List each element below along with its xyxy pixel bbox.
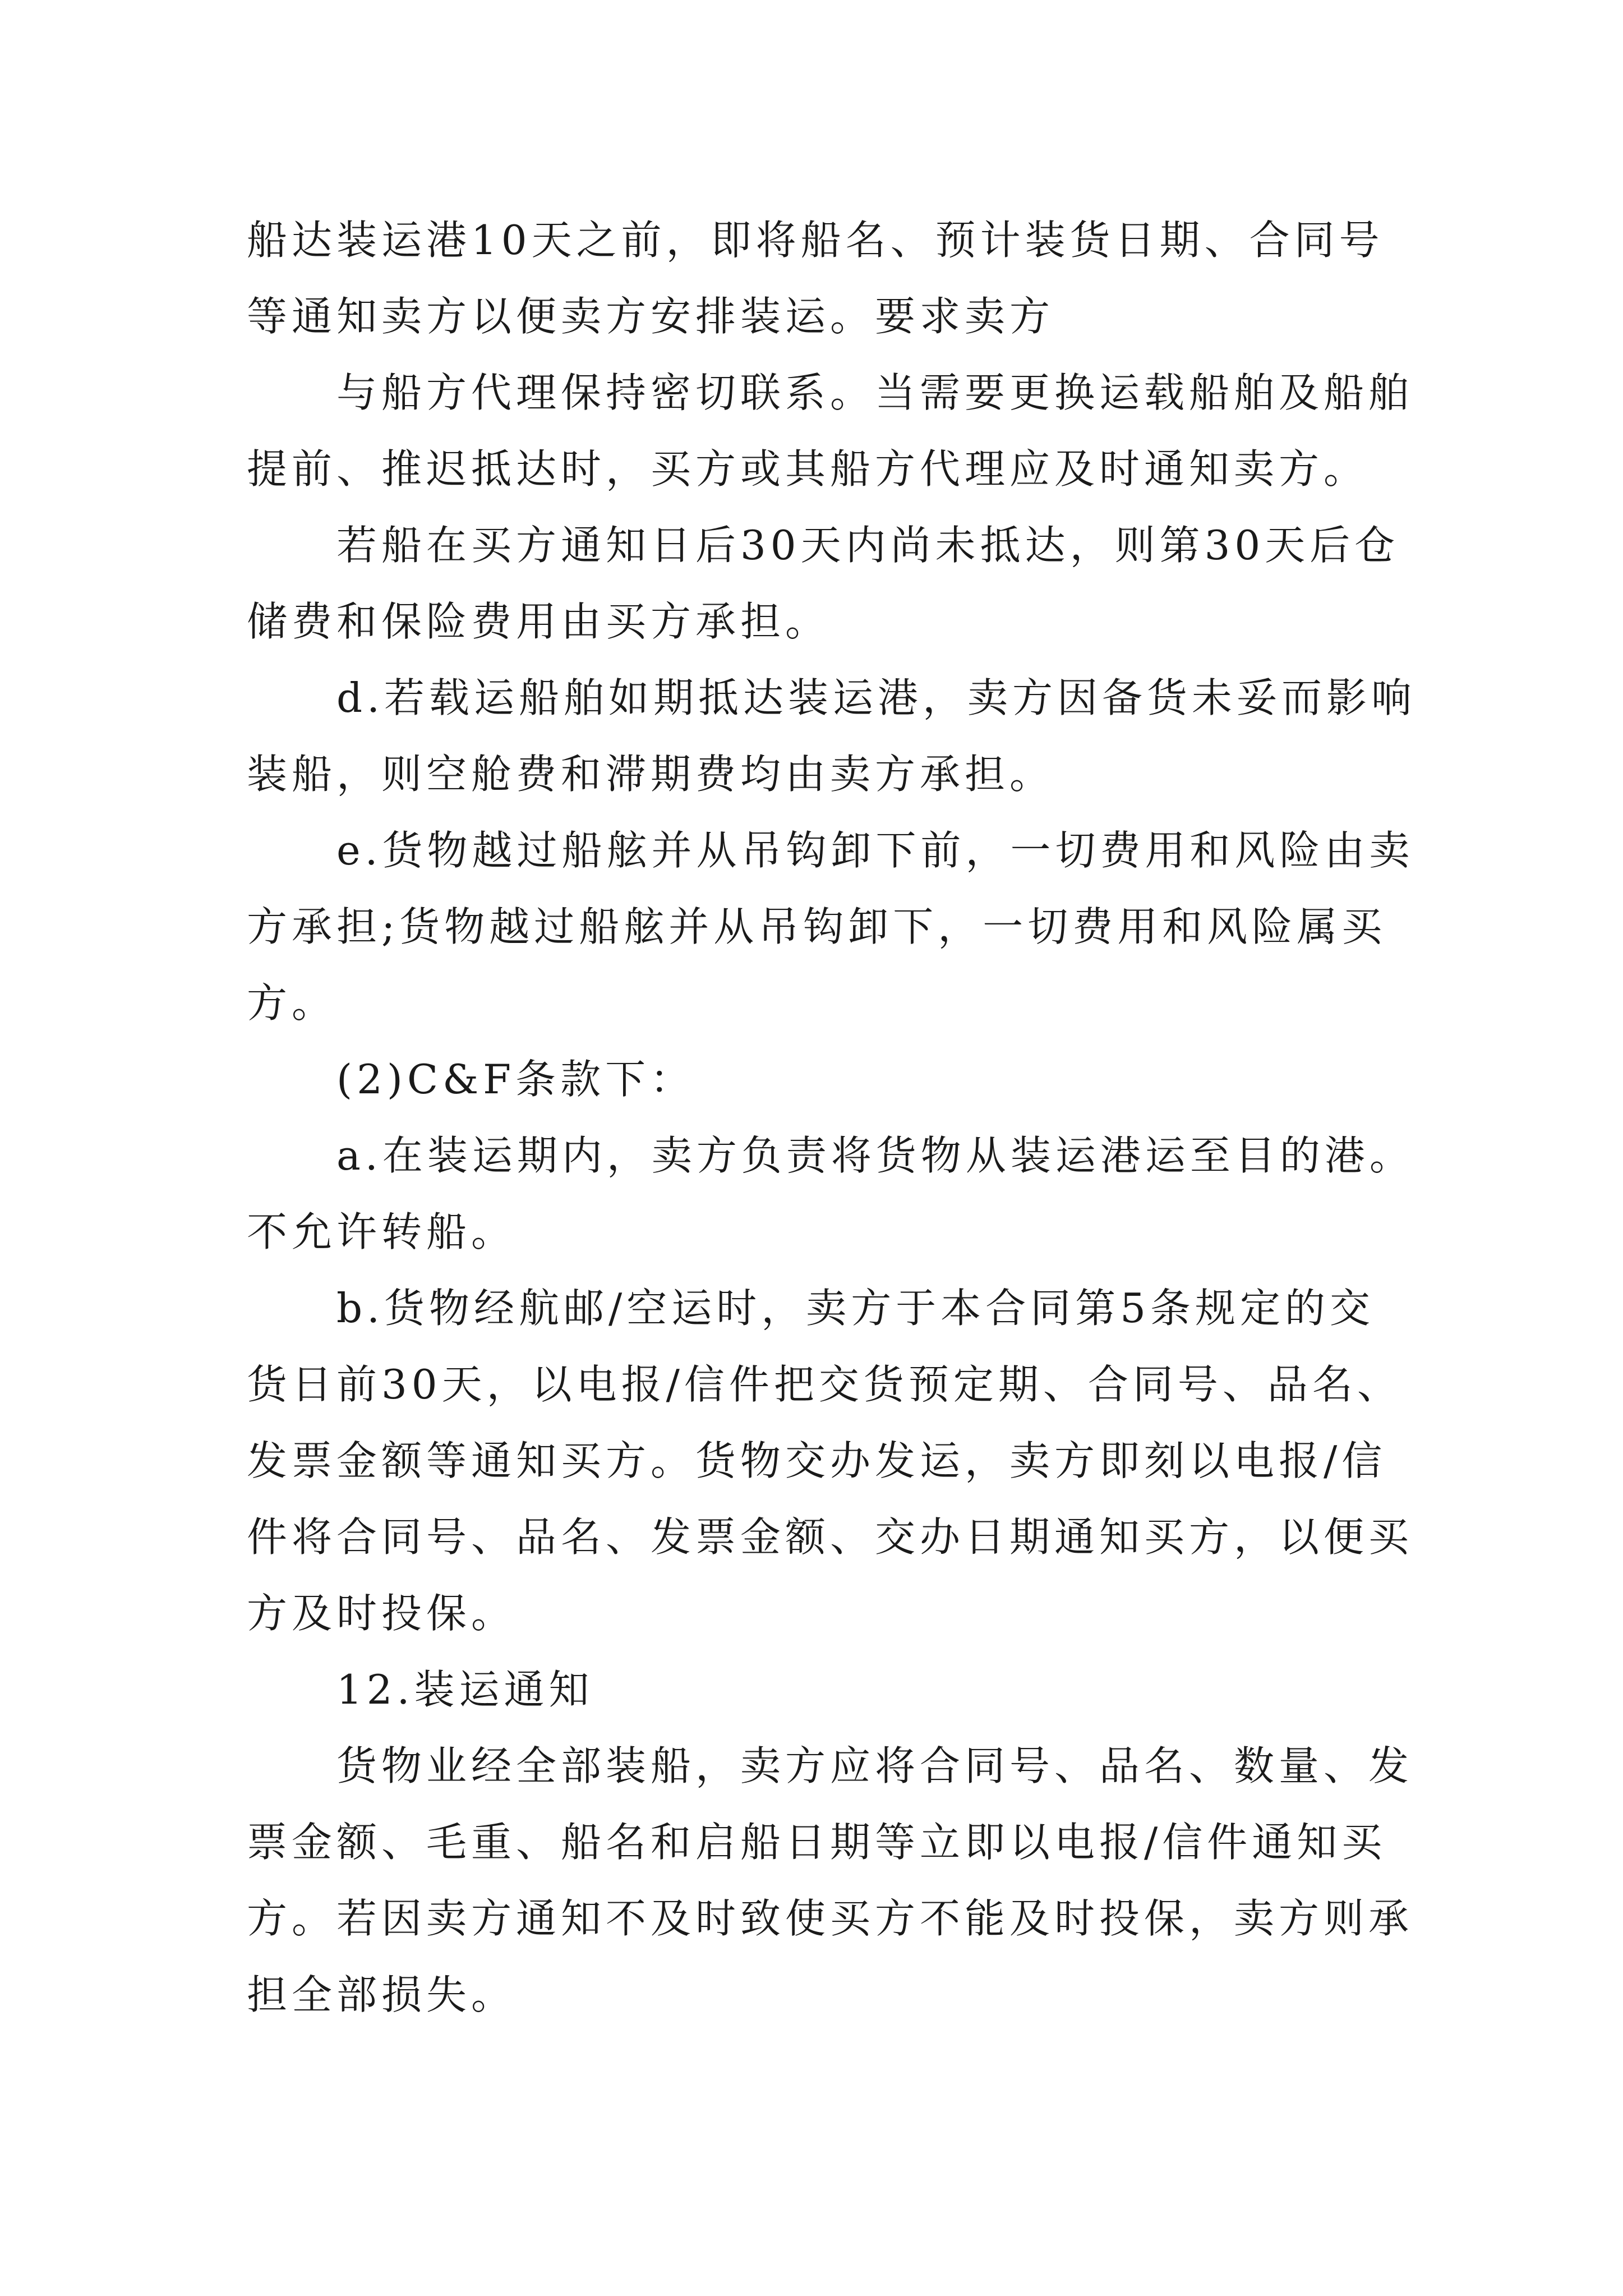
text-line-13: a.在装运期内，卖方负责将货物从装运港运至目的港。 [336, 1132, 1414, 1179]
document-body [247, 202, 1416, 2033]
text-line-5: 若船在买方通知日后30天内尚未抵达，则第30天后仓 [336, 522, 1400, 569]
section-heading-shipping-notice: 12.装运通知 [336, 1666, 594, 1713]
text-line-6: 储费和保险费用由买方承担。 [247, 598, 831, 645]
text-line-19: 方及时投保。 [247, 1590, 517, 1637]
text-line-1: 船达装运港10天之前，即将船名、预计装货日期、合同号 [247, 217, 1384, 264]
text-line-18: 件将合同号、品名、发票金额、交办日期通知买方，以便买 [247, 1513, 1414, 1561]
text-line-14: 不允许转船。 [247, 1208, 517, 1255]
text-line-2: 等通知卖方以便卖方安排装运。要求卖方 [247, 293, 1055, 340]
text-line-8: 装船，则空舱费和滞期费均由卖方承担。 [247, 751, 1055, 798]
text-line-22: 票金额、毛重、船名和启船日期等立即以电报/信件通知买 [247, 1819, 1387, 1866]
text-line-17: 发票金额等通知买方。货物交办发运，卖方即刻以电报/信 [247, 1437, 1387, 1484]
text-line-16: 货日前30天，以电报/信件把交货预定期、合同号、品名、 [247, 1361, 1402, 1408]
text-line-24: 担全部损失。 [247, 1971, 517, 2018]
text-line-21: 货物业经全部装船，卖方应将合同号、品名、数量、发 [336, 1742, 1414, 1789]
text-line-15: b.货物经航邮/空运时，卖方于本合同第5条规定的交 [336, 1285, 1375, 1332]
text-line-9: e.货物越过船舷并从吊钩卸下前，一切费用和风险由卖 [336, 827, 1414, 874]
text-line-7: d.若载运船舶如期抵达装运港，卖方因备货未妥而影响 [336, 674, 1416, 721]
text-line-10: 方承担;货物越过船舷并从吊钩卸下，一切费用和风险属买 [247, 903, 1387, 950]
text-line-11: 方。 [247, 979, 337, 1027]
text-line-4: 提前、推迟抵达时，买方或其船方代理应及时通知卖方。 [247, 445, 1369, 493]
text-line-23: 方。若因卖方通知不及时致使买方不能及时投保，卖方则承 [247, 1895, 1414, 1942]
section-heading-cf: (2)C&F条款下： [336, 1056, 695, 1103]
text-line-3: 与船方代理保持密切联系。当需要更换运载船舶及船舶 [336, 369, 1414, 416]
